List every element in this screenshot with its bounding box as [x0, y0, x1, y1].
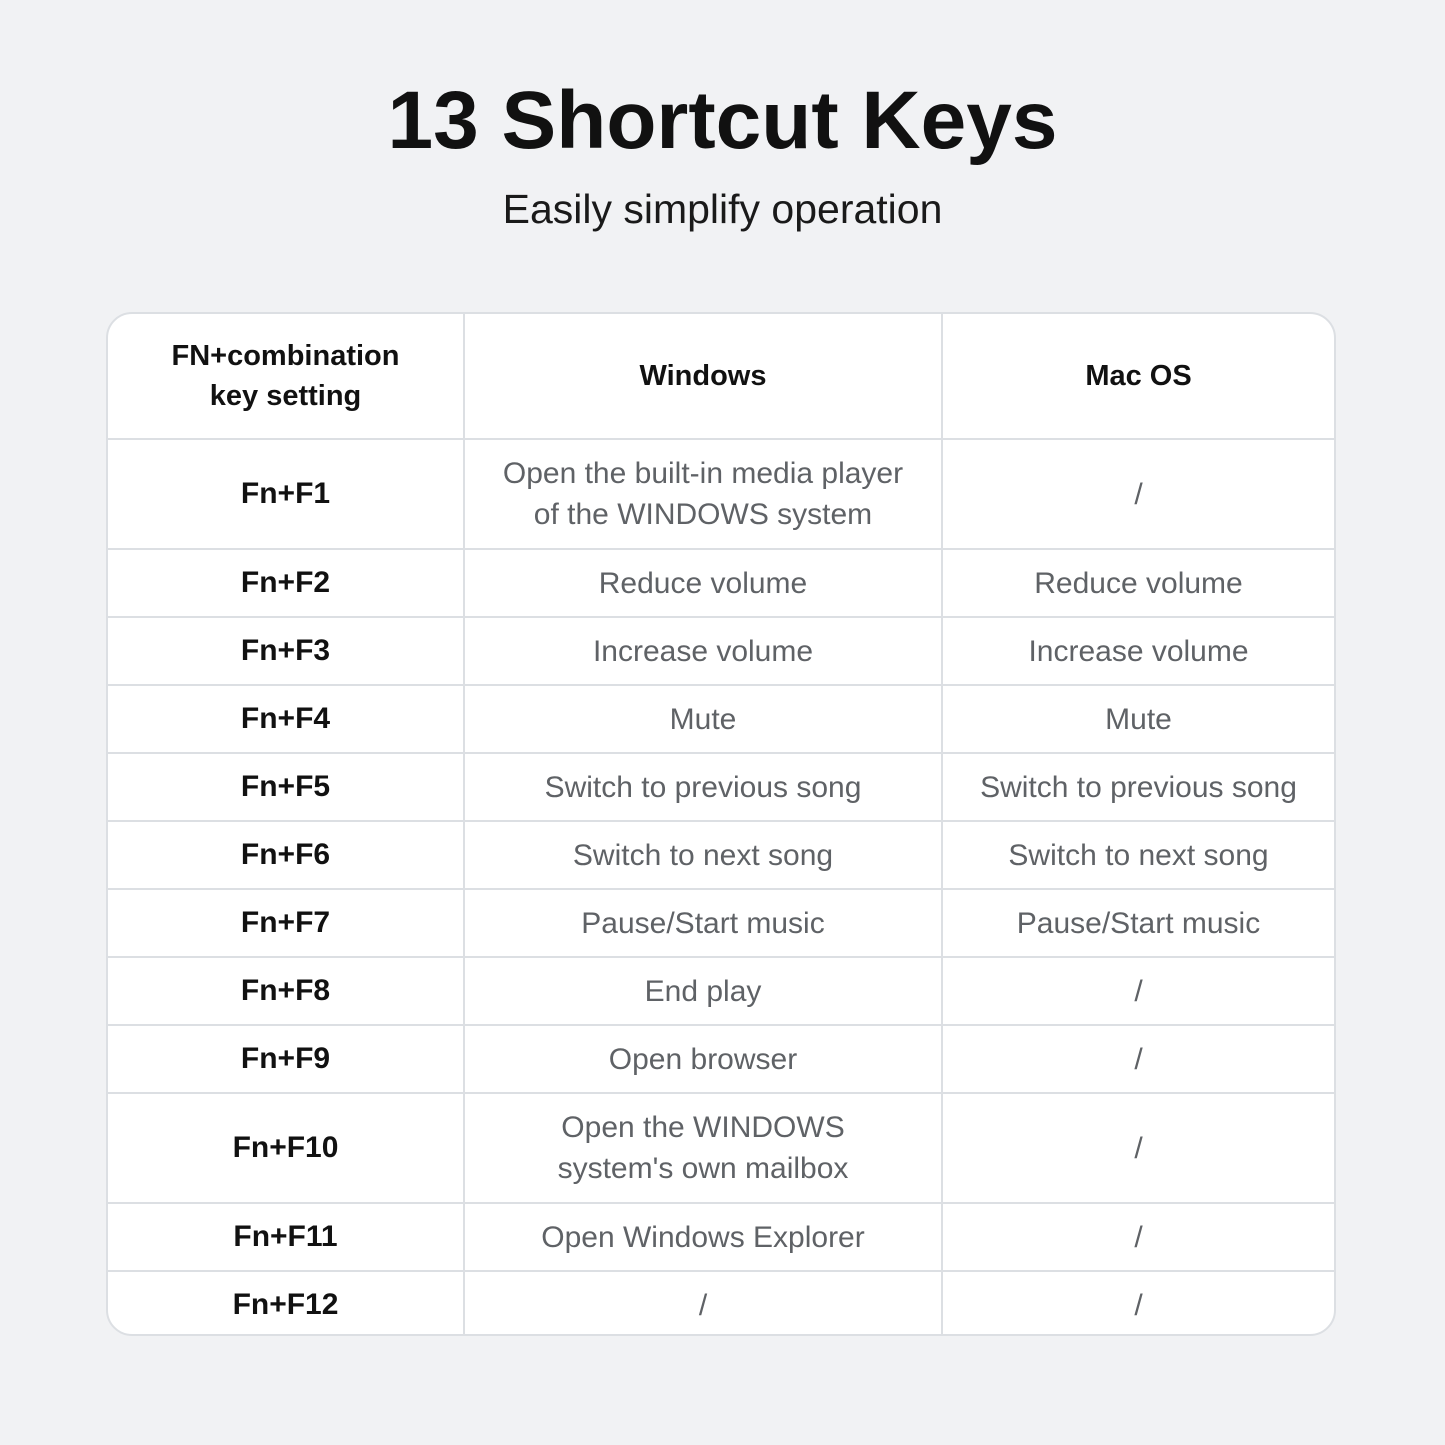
key-cell: Fn+F11 [108, 1203, 464, 1271]
mac-cell: Reduce volume [942, 549, 1334, 617]
key-cell: Fn+F10 [108, 1093, 464, 1203]
windows-cell: Reduce volume [464, 549, 942, 617]
key-cell: Fn+F8 [108, 957, 464, 1025]
table-row [108, 1203, 1334, 1271]
table-row [108, 549, 1334, 617]
mac-cell: Switch to previous song [942, 753, 1334, 821]
mac-cell: / [942, 1025, 1334, 1093]
table-row [108, 439, 1334, 549]
header-windows: Windows [464, 314, 942, 439]
windows-cell: Increase volume [464, 617, 942, 685]
table-row [108, 889, 1334, 957]
mac-cell: / [942, 957, 1334, 1025]
header-key-setting: FN+combination key setting [108, 314, 464, 439]
windows-cell: Open the built-in media player of the WINDOWS system [464, 439, 942, 549]
windows-cell: End play [464, 957, 942, 1025]
page-title: 13 Shortcut Keys [387, 75, 1058, 166]
windows-cell: Open the WINDOWS system's own mailbox [464, 1093, 942, 1203]
mac-cell: / [942, 439, 1334, 549]
key-cell: Fn+F12 [108, 1271, 464, 1336]
key-cell: Fn+F1 [108, 439, 464, 549]
table-row [108, 617, 1334, 685]
shortcut-table-card [106, 312, 1336, 1336]
key-cell: Fn+F5 [108, 753, 464, 821]
table-row [108, 821, 1334, 889]
key-cell: Fn+F6 [108, 821, 464, 889]
mac-cell: / [942, 1203, 1334, 1271]
mac-cell: Mute [942, 685, 1334, 753]
windows-cell: / [464, 1271, 942, 1336]
windows-cell: Pause/Start music [464, 889, 942, 957]
mac-cell: / [942, 1093, 1334, 1203]
table-row [108, 1025, 1334, 1093]
table-header-row [108, 314, 1334, 439]
key-cell: Fn+F9 [108, 1025, 464, 1093]
shortcut-table [108, 314, 1334, 1336]
windows-cell: Open browser [464, 1025, 942, 1093]
mac-cell: Switch to next song [942, 821, 1334, 889]
table-row [108, 957, 1334, 1025]
key-cell: Fn+F3 [108, 617, 464, 685]
table-row [108, 685, 1334, 753]
key-cell: Fn+F2 [108, 549, 464, 617]
table-row [108, 1271, 1334, 1336]
table-row [108, 753, 1334, 821]
mac-cell: Increase volume [942, 617, 1334, 685]
key-cell: Fn+F7 [108, 889, 464, 957]
mac-cell: / [1134, 1288, 1143, 1322]
key-cell: Fn+F4 [108, 685, 464, 753]
windows-cell: Switch to next song [464, 821, 942, 889]
page-subtitle: Easily simplify operation [502, 186, 943, 232]
windows-cell: Mute [464, 685, 942, 753]
windows-cell: Switch to previous song [464, 753, 942, 821]
windows-cell: Open Windows Explorer [464, 1203, 942, 1271]
header-mac-os: Mac OS [942, 314, 1334, 439]
table-row [108, 1093, 1334, 1203]
mac-cell: Pause/Start music [942, 889, 1334, 957]
